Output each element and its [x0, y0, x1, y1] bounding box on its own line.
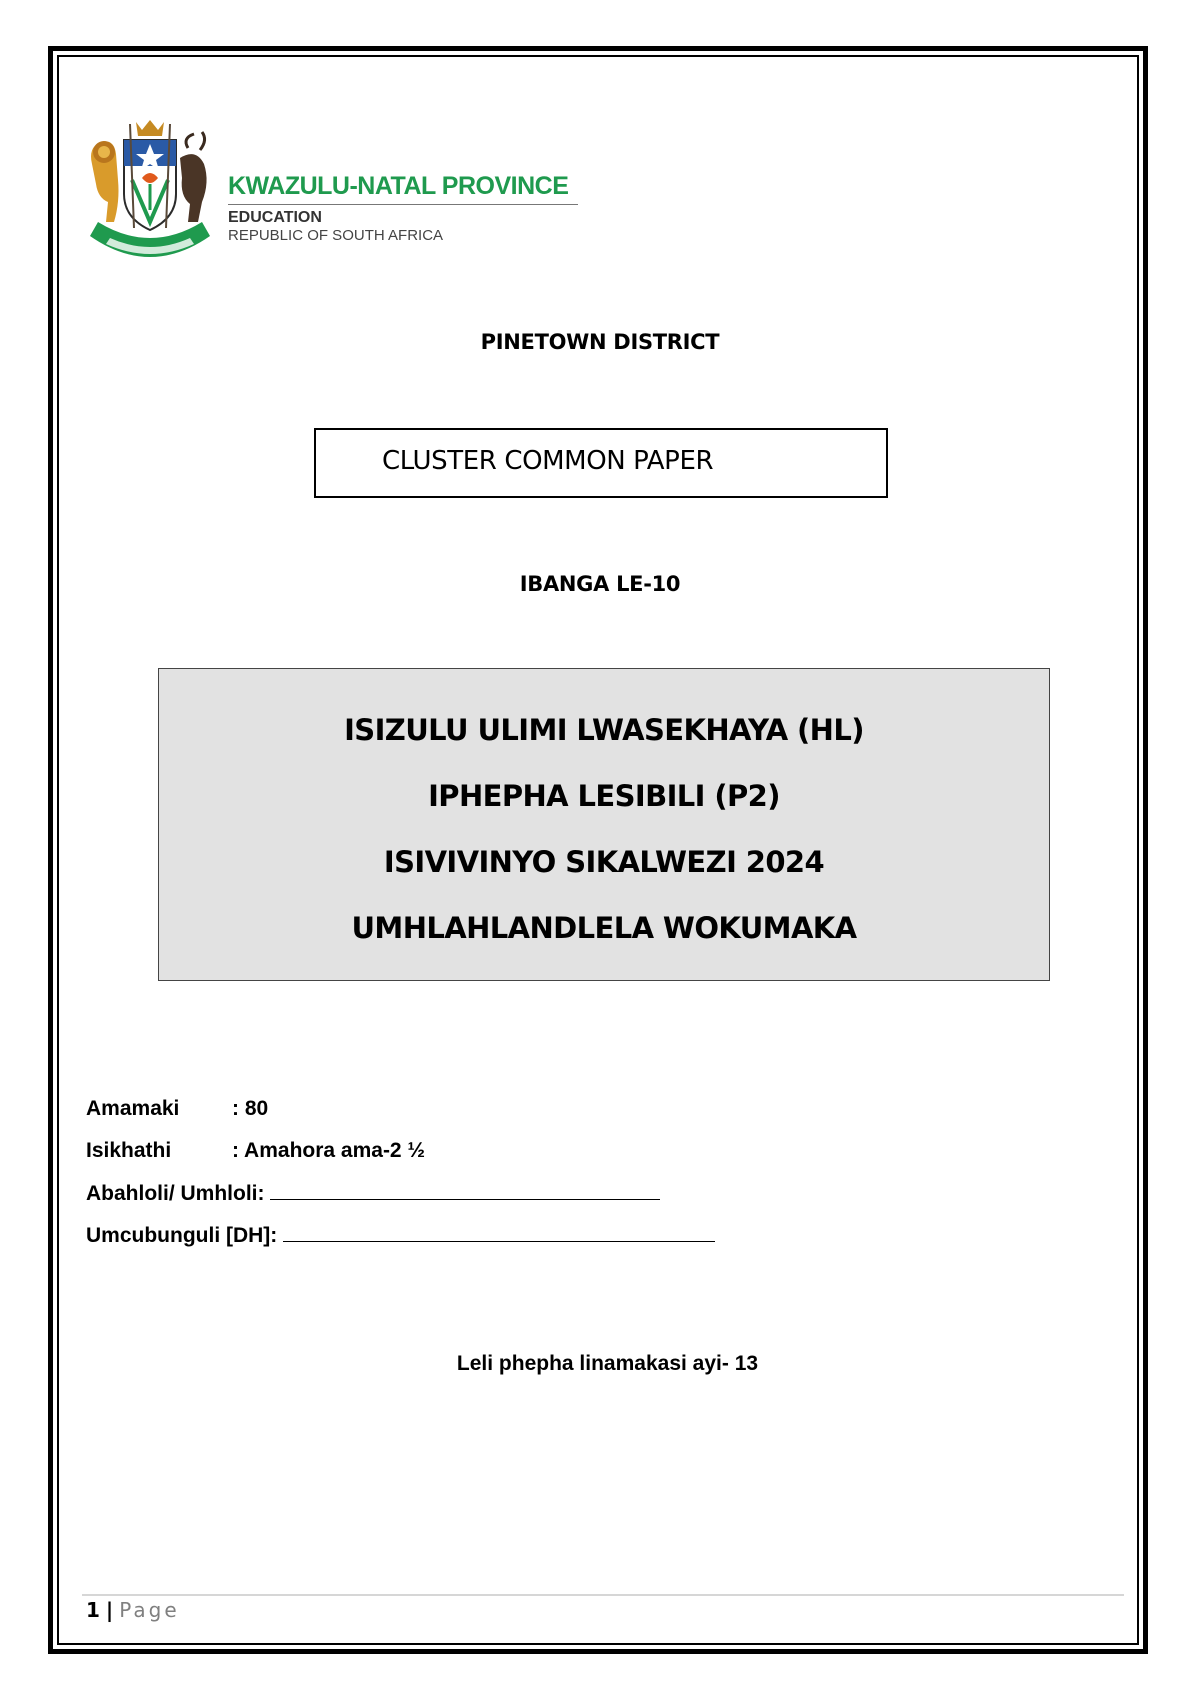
footer-divider	[82, 1594, 1124, 1596]
marks-value: : 80	[232, 1097, 269, 1120]
examiner-label: Abahloli/ Umhloli:	[86, 1182, 265, 1205]
department-branding	[228, 172, 588, 245]
page-count-note: Leli phepha linamakasi ayi- 13	[456, 1352, 759, 1375]
page-footer	[86, 1598, 180, 1622]
grade-heading: IBANGA LE-10	[519, 572, 681, 596]
footer-separator: |	[105, 1598, 114, 1622]
province-name: KWAZULU-NATAL PROVINCE	[228, 172, 569, 200]
time-row	[86, 1139, 425, 1163]
time-label: Isikhathi	[86, 1139, 172, 1162]
page-word: Page	[119, 1598, 180, 1622]
moderator-label: Umcubunguli [DH]:	[86, 1224, 278, 1247]
exam-session: ISIVIVINYO SIKALWEZI 2024	[383, 845, 825, 879]
moderator-blank-line	[283, 1223, 715, 1242]
examiner-row	[86, 1181, 660, 1206]
coat-of-arms-logo	[84, 118, 216, 268]
paper-type-box	[314, 428, 888, 498]
moderator-row	[86, 1223, 715, 1248]
exam-paper-number: IPHEPHA LESIBILI (P2)	[428, 779, 780, 813]
marks-label: Amamaki	[86, 1097, 180, 1120]
branding-divider	[228, 204, 578, 205]
country-name: REPUBLIC OF SOUTH AFRICA	[228, 227, 444, 244]
district-heading: PINETOWN DISTRICT	[480, 330, 720, 354]
time-value: : Amahora ama-2 ½	[232, 1139, 425, 1162]
exam-subject: ISIZULU ULIMI LWASEKHAYA (HL)	[344, 713, 864, 747]
paper-type-label: CLUSTER COMMON PAPER	[382, 446, 714, 476]
marks-row	[86, 1097, 268, 1121]
exam-document-type: UMHLAHLANDLELA WOKUMAKA	[351, 911, 857, 945]
page-number: 1	[86, 1598, 100, 1622]
department-name: EDUCATION	[228, 209, 322, 226]
examiner-blank-line	[270, 1181, 660, 1200]
exam-title-box	[158, 668, 1050, 981]
